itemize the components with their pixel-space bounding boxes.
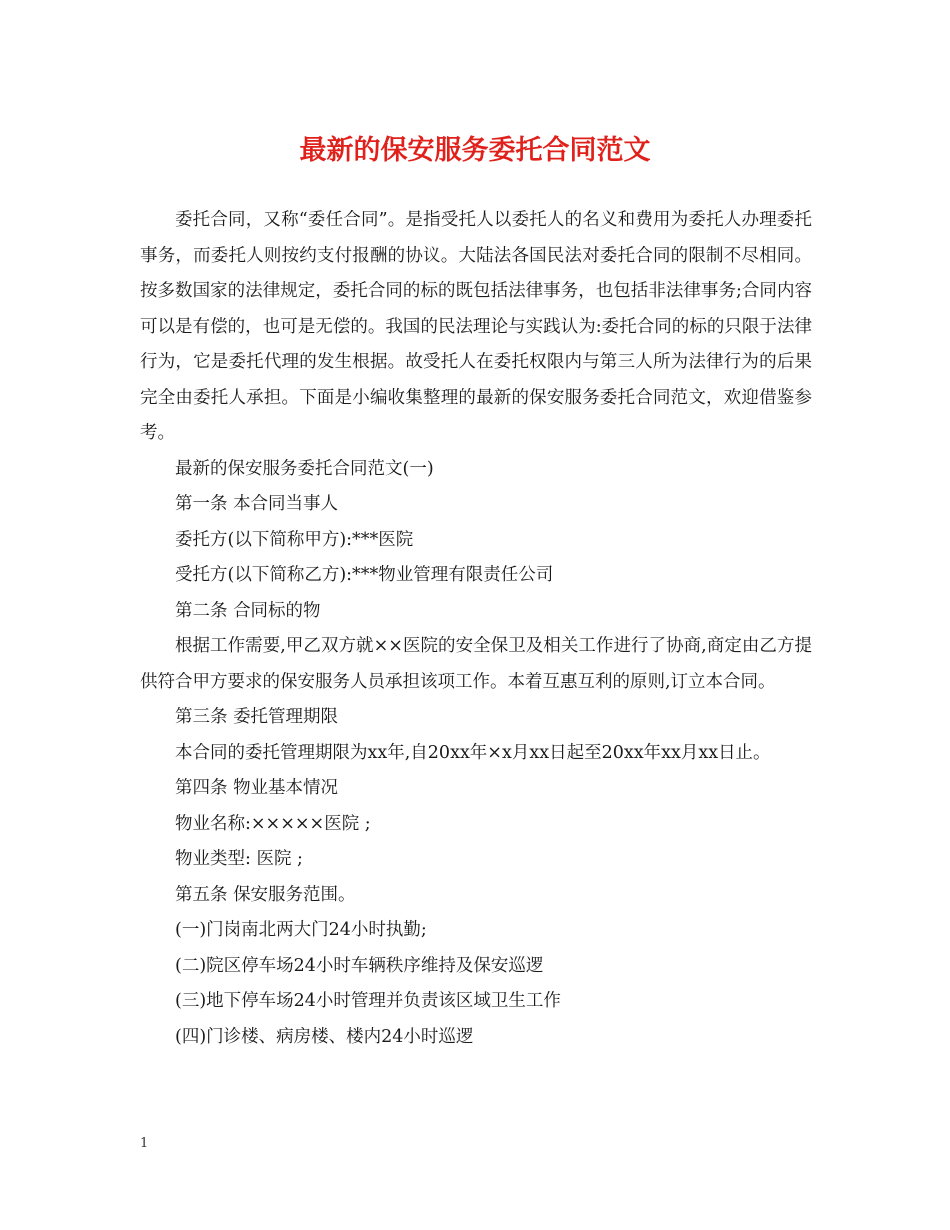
paragraph-article-3-body: 本合同的委托管理期限为xx年,自20xx年×x月xx日起至20xx年xx月xx日止。 [175,742,771,763]
paragraph-article-2: 第二条 合同标的物 [175,600,321,621]
paragraph-article-5: 第五条 保安服务范围。 [175,884,356,905]
page-number: 1 [140,1136,149,1151]
document-body [140,203,812,1055]
paragraph-property-type: 物业类型: 医院 ; [175,849,303,869]
paragraph-subtitle: 最新的保安服务委托合同范文(一) [175,458,434,479]
paragraph-property-name: 物业名称:×××××医院 ; [175,813,371,834]
document-title: 最新的保安服务委托合同范文 [299,135,651,166]
paragraph-party-a: 委托方(以下简称甲方):***医院 [175,529,414,550]
paragraph-article-3: 第三条 委托管理期限 [175,707,339,727]
paragraph-article-1: 第一条 本合同当事人 [175,494,339,514]
paragraph-scope-1: (一)门岗南北两大门24小时执勤; [175,920,427,940]
paragraph-scope-4: (四)门诊楼、病房楼、楼内24小时巡逻 [175,1026,474,1047]
paragraph-scope-2: (二)院区停车场24小时车辆秩序维持及保安巡逻 [175,955,544,976]
paragraph-article-2-body: 根据工作需要,甲乙双方就××医院的安全保卫及相关工作进行了协商,商定由乙方提供符合甲方要求的保安服务人员承担该项工作。本着互惠互利的原则,订立本合同。 [140,636,812,692]
paragraph-article-4: 第四条 物业基本情况 [175,778,339,798]
paragraph-intro: 委托合同，又称“委任合同”。是指受托人以委托人的名义和费用为委托人办理委托事务，而委托人则按约支付报酬的协议。大陆法各国民法对委托合同的限制不尽相同。按多数国家的法律规定，委托合同的标的既包括法律事务，也包括非法律事务;合同内容可以是有偿的，也可是无偿的。我国的民法理论与实践认为:委托合同的标的只限于法律行为，它是委托代理的发生根据。故受托人在委托权限内与第三人所为法律行为的后果完全由委托人承担。下面是小编收集整理的最新的保安服务委托合同范文，欢迎借鉴参考。 [140,210,812,443]
paragraph-party-b: 受托方(以下简称乙方):***物业管理有限责任公司 [175,565,554,585]
paragraph-scope-3: (三)地下停车场24小时管理并负责该区域卫生工作 [175,991,561,1011]
